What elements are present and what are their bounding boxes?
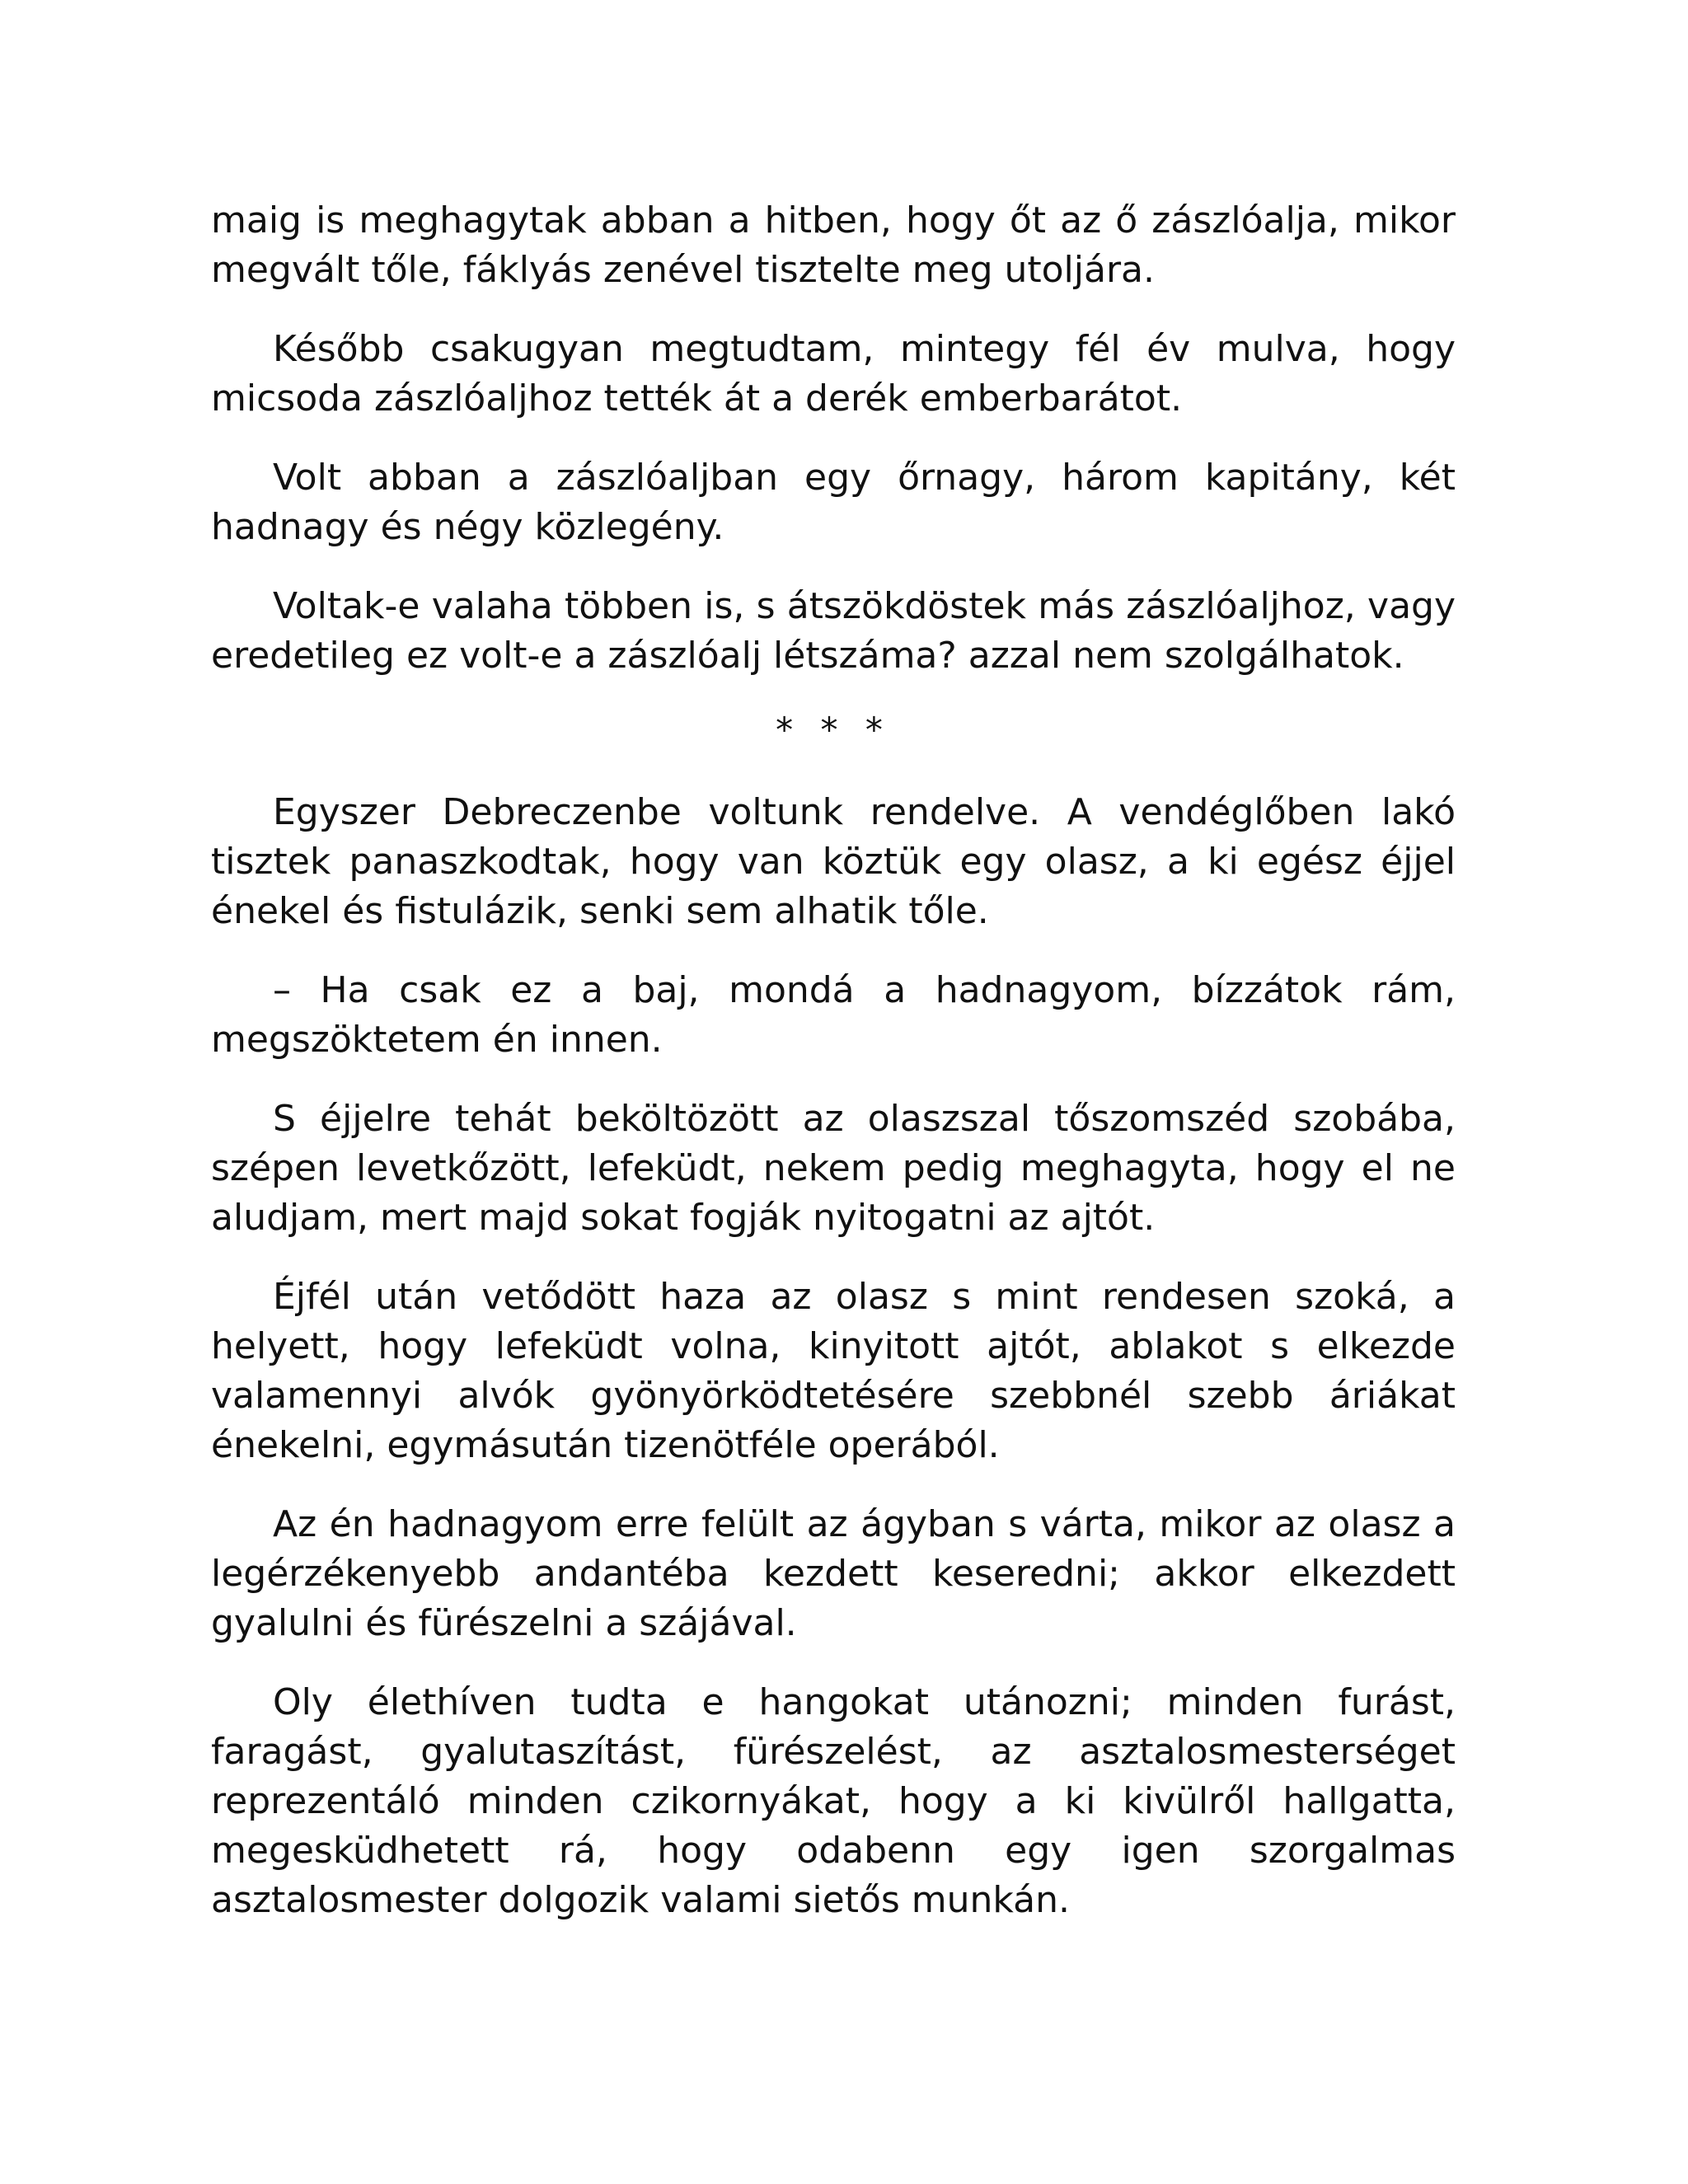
paragraph: Később csakugyan megtudtam, mintegy fél év mulva, hogy micsoda zászlóaljhoz tették át a derék emberbarátot. [211, 328, 1456, 419]
paragraph: Volt abban a zászlóaljban egy őrnagy, három kapitány, két hadnagy és négy közlegény. [211, 457, 1456, 548]
paragraph: Éjfél után vetődött haza az olasz s mint rendesen szoká, a helyett, hogy lefeküdt volna, kinyitott ajtót, ablakot s elkezde valamennyi alvók gyönyörködtetésére szebbnél szebb áriákat énekelni, egymásután tizenötféle operából. [211, 1276, 1456, 1466]
section-separator: * * * [776, 710, 891, 750]
paragraph: Egyszer Debreczenbe voltunk rendelve. A vendéglőben lakó tisztek panaszkodtak, hogy van köztük egy olasz, a ki egész éjjel énekel és fistulázik, senki sem alhatik tőle. [211, 791, 1456, 932]
paragraph: S éjjelre tehát beköltözött az olaszszal tőszomszéd szobába, szépen levetkőzött, lefeküdt, nekem pedig meghagyta, hogy el ne aludjam, mert majd sokat fogják nyitogatni az ajtót. [211, 1098, 1456, 1239]
page-text [211, 196, 1456, 1955]
paragraph: Voltak-e valaha többen is, s átszökdöstek más zászlóaljhoz, vagy eredetileg ez volt-e a zászlóalj létszáma? azzal nem szolgálhatok. [211, 585, 1456, 677]
paragraph: – Ha csak ez a baj, mondá a hadnagyom, bízzátok rám, megszöktetem én innen. [211, 969, 1456, 1061]
paragraph: Az én hadnagyom erre felült az ágyban s várta, mikor az olasz a legérzékenyebb andantéba kezdett keseredni; akkor elkezdett gyalulni és fürészelni a szájával. [211, 1503, 1456, 1644]
paragraph: Oly élethíven tudta e hangokat utánozni; minden furást, faragást, gyalutaszítást, fürészelést, az asztalosmesterséget reprezentáló minden czikornyákat, hogy a ki kivülről hallgatta, megesküdhetett rá, hogy odabenn egy igen szorgalmas asztalosmester dolgozik valami sietős munkán. [211, 1681, 1456, 1921]
paragraph-continued: maig is meghagytak abban a hitben, hogy őt az ő zászlóalja, mikor megvált tőle, fáklyás zenével tisztelte meg utoljára. [211, 199, 1456, 291]
